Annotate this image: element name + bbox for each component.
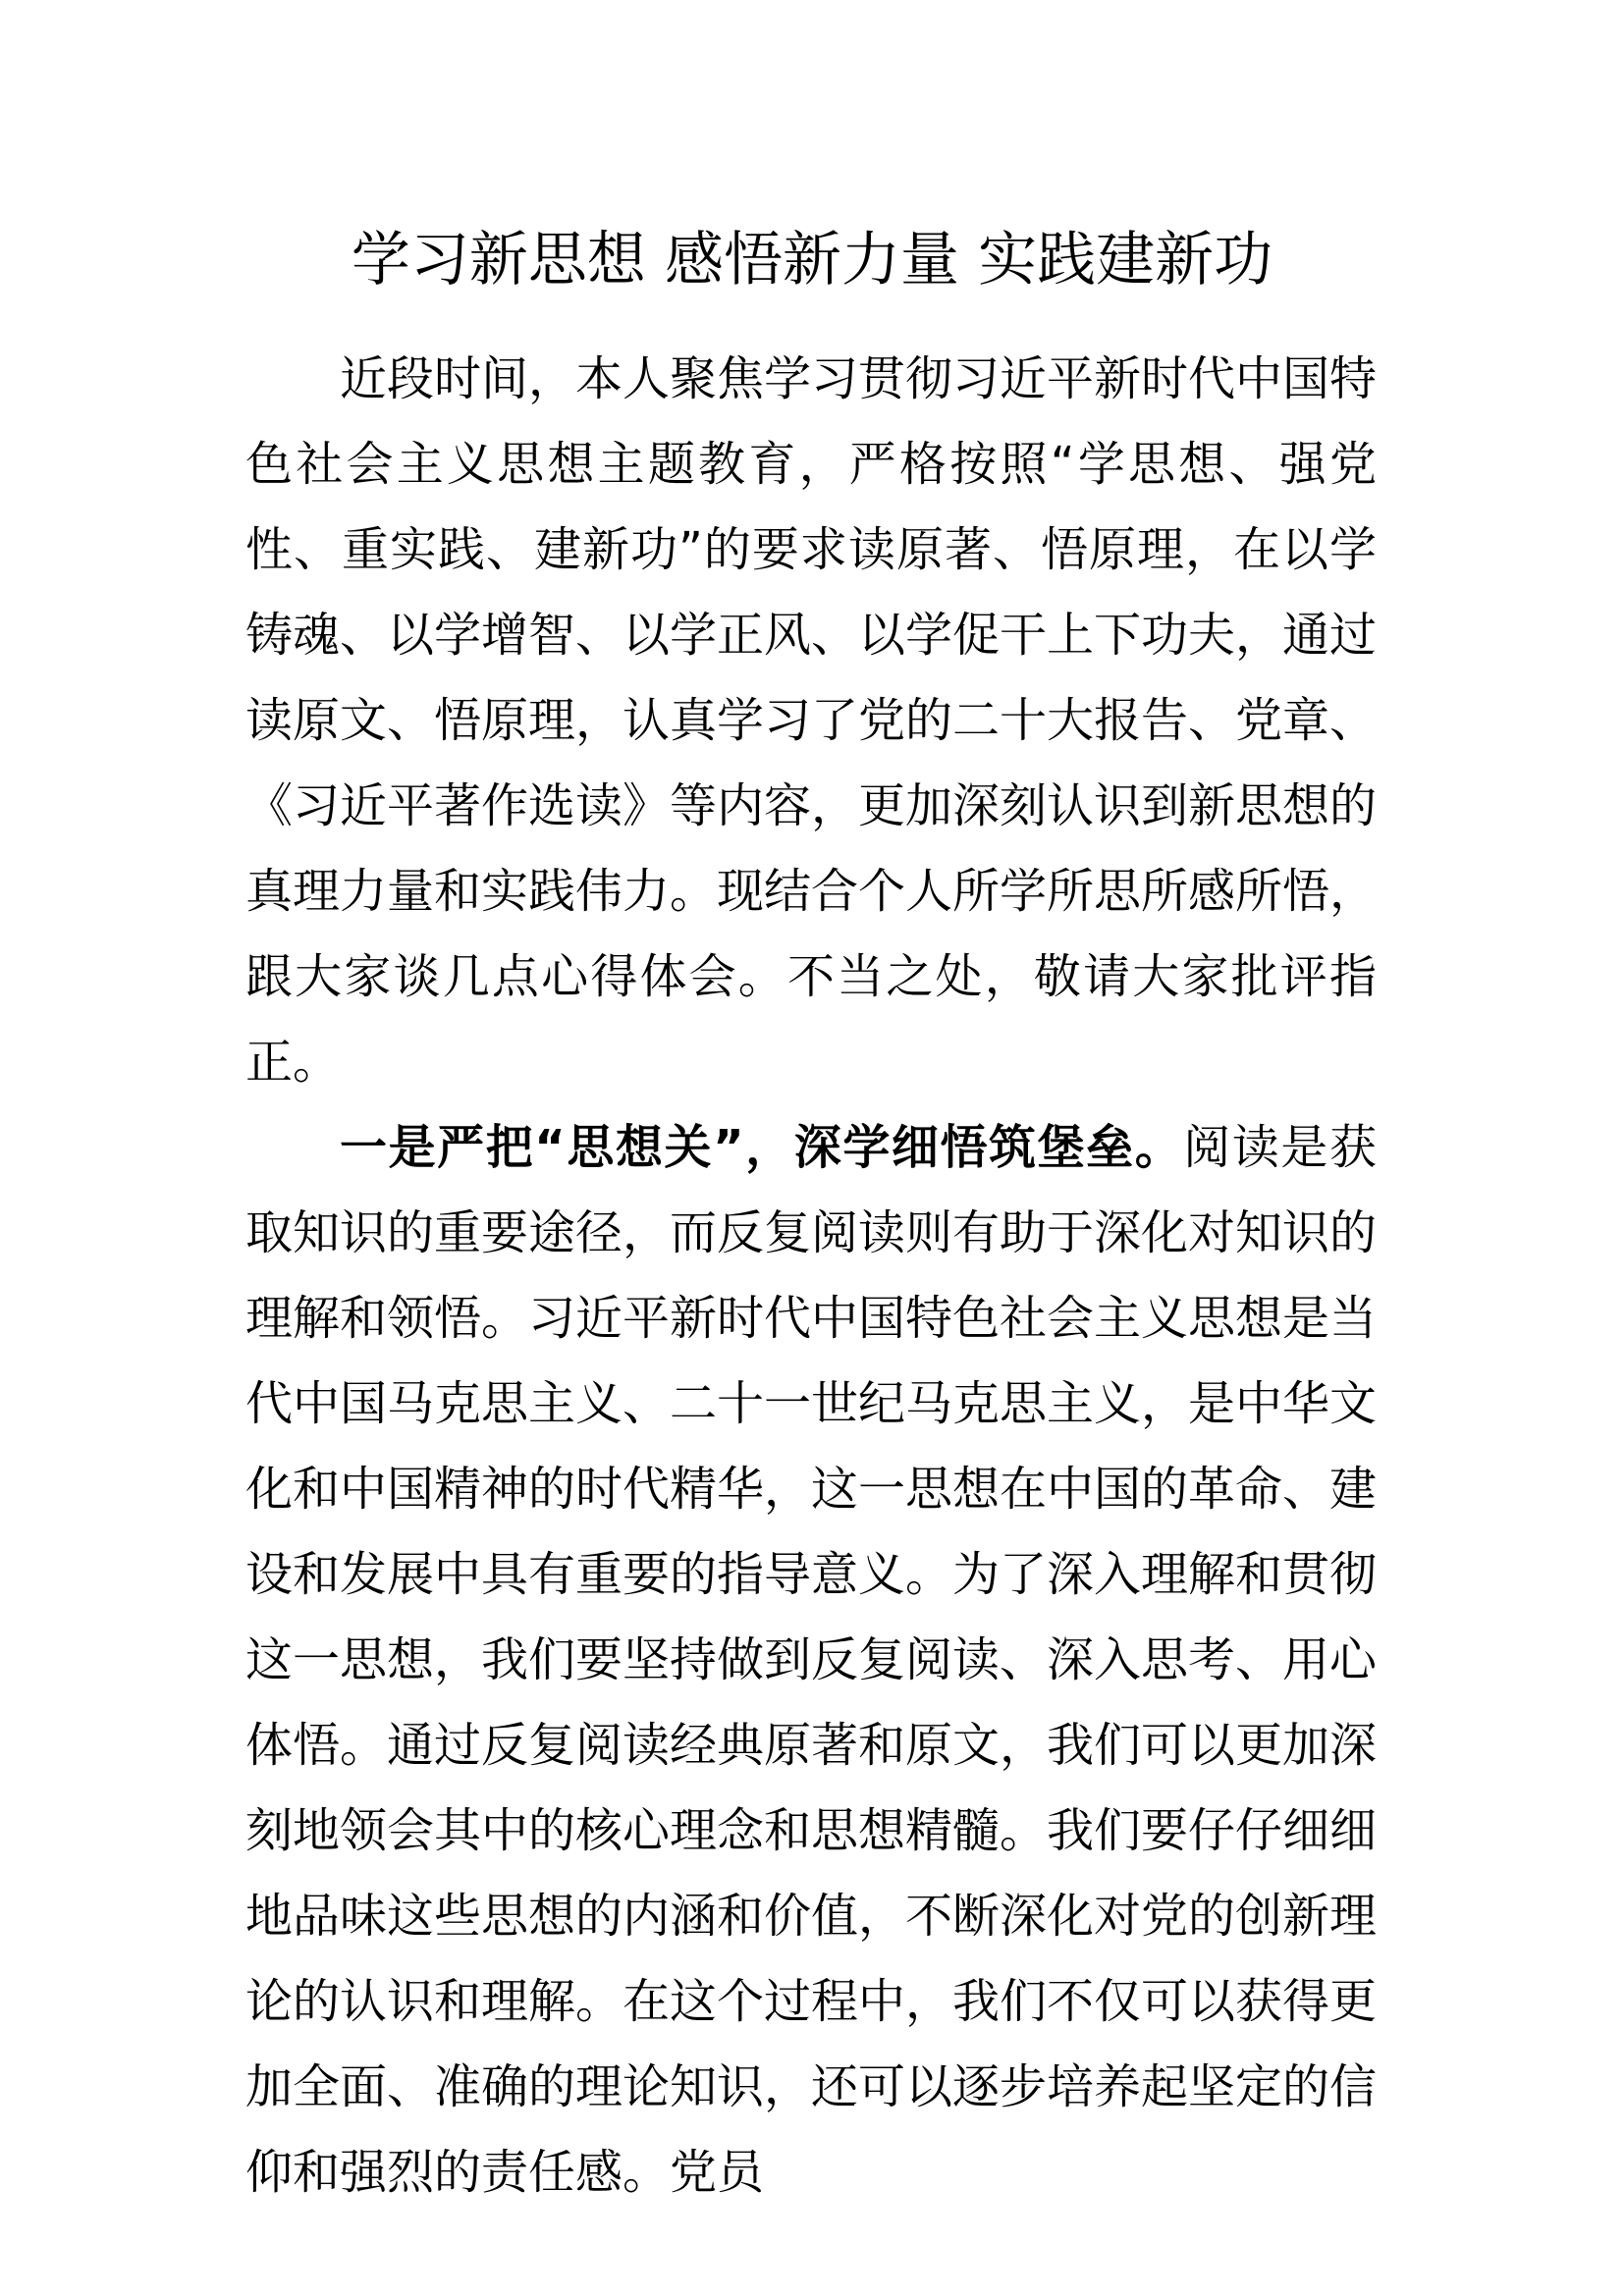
paragraph-point-one [245, 1105, 1377, 2216]
document-title: 学习新思想 感悟新力量 实践建新功 [351, 226, 1273, 294]
paragraph-text: 阅读是获取知识的重要途径，而反复阅读则有助于深化对知识的理解和领悟。习近平新时代中国特色社会主义思想是当代中国马克思主义、二十一世纪马克思主义，是中华文化和中国精神的时代精华，这一思想在中国的革命、建设和发展中具有重要的指导意义。为了深入理解和贯彻这一思想，我们要坚持做到反复阅读、深入思考、用心体悟。通过反复阅读经典原著和原文，我们可以更加深刻地领会其中的核心理念和思想精髓。我们要仔仔细细地品味这些思想的内涵和价值，不断深化对党的创新理论的认识和理解。在这个过程中，我们不仅可以获得更加全面、准确的理论知识，还可以逐步培养起坚定的信仰和强烈的责任感。党员 [245, 1120, 1378, 2200]
paragraph-text: 近段时间，本人聚焦学习贯彻习近平新时代中国特色社会主义思想主题教育，严格按照“学思想、强党性、重实践、建新功”的要求读原著、悟原理，在以学铸魂、以学增智、以学正风、以学促干上下功夫，通过读原文、悟原理，认真学习了党的二十大报告、党章、《习近平著作选读》等内容，更加深刻认识到新思想的真理力量和实践伟力。现结合个人所学所思所感所悟，跟大家谈几点心得体会。不当之处，敬请大家批评指正。 [245, 351, 1378, 1090]
paragraph-lead: 一是严把“思想关”，深学细悟筑堡垒。 [340, 1120, 1184, 1175]
paragraph-intro [245, 337, 1377, 1105]
document-body [245, 337, 1377, 2216]
